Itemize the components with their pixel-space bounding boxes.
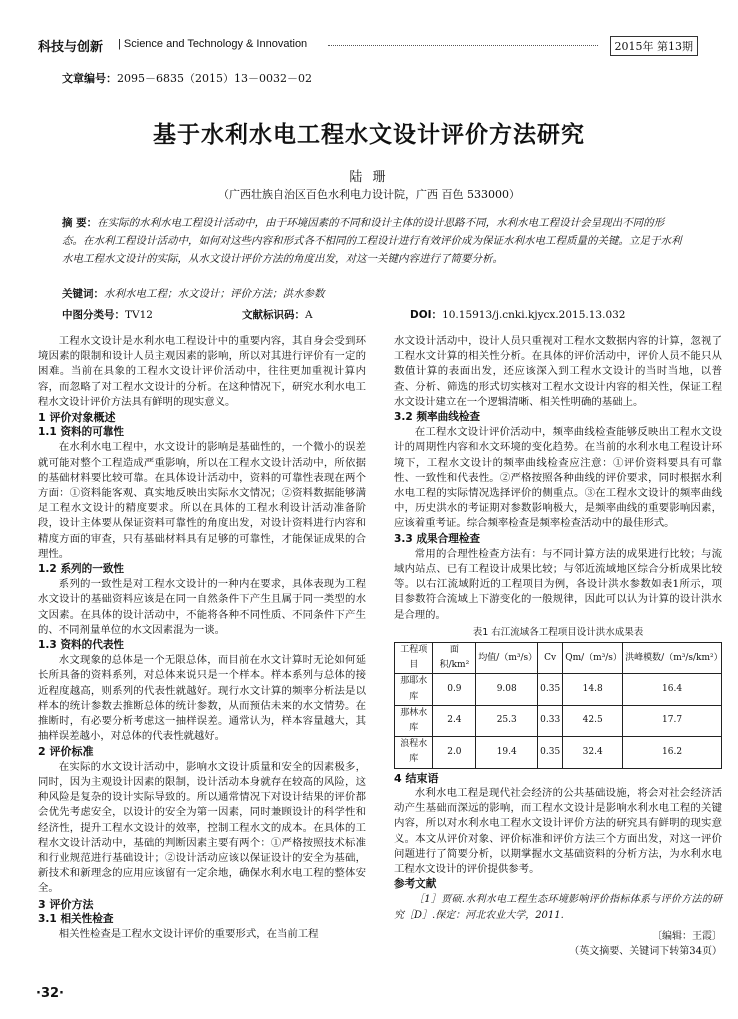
table-cell: 9.08 [476,674,538,705]
keywords-label: 关键词： [62,288,104,300]
table-cell: 16.4 [623,674,722,705]
subsection-heading: 1.1 资料的可靠性 [38,426,125,439]
page-number: ·32· [36,986,64,1001]
table-cell: 32.4 [563,737,623,768]
clc-code [62,307,153,322]
issue-badge: 2015年 第13期 [610,36,699,56]
table-cell: 0.33 [538,705,563,736]
section-heading: 2 评价标准 [38,745,94,759]
section-heading: 3 评价方法 [38,897,94,911]
paragraph: 水利水电工程是现代社会经济的公共基础设施，将会对社会经济活动产生基础而深远的影响，而工程水文设计是影响水利水电工程的关键内容，所以对水利水电工程水文设计评价方法的研究具有鲜明的现实意义。本文从评价对象、评价标准和评价方法三个方面出发，对这一评价问题进行了简要分析，以期掌握水文基础资料的分析方法，为水利水电工程水文设计的评价提供参考。 [394,786,722,875]
table-cell: 0.9 [433,674,476,705]
table-cell: 那林水库 [395,705,433,736]
table-cell: 0.35 [538,674,563,705]
paragraph: 常用的合理性检查方法有：与不同计算方法的成果进行比较；与流域内站点、已有工程设计成果比较；与邻近流域地区综合分析成果比较等。以右江流域附近的工程项目为例，各设计洪水参数如表1所示，项目参数符合流域上下游变化的一般规律，因此可以认为计算的设计洪水是合理的。 [394,547,722,621]
table-cell: 0.35 [538,737,563,768]
keywords-text: 水利水电工程；水文设计；评价方法；洪水参数 [104,288,325,300]
table-cell: 那耶水库 [395,674,433,705]
editor-note: 〔编辑：王霞〕 [652,930,722,942]
paper-title: 基于水利水电工程水文设计评价方法研究 [153,122,585,148]
paragraph: 水文设计活动中，设计人员只重视对工程水文数据内容的计算，忽视了工程水文计算的相关性分析。在具体的评价活动中，评价人员不能只从数值计算的表面出发，还应该深入到工程水文设计的当时当地，以普查、分析、筛选的形式切实核对工程水文设计内容的相关性，保证工程水文设计建立在一个逻辑清晰、相关性明确的基础上。 [394,335,722,408]
table-cell: 17.7 [623,705,722,736]
doc-code [242,307,313,322]
table-cell: 16.2 [623,737,722,768]
paragraph: 相关性检查是工程水文设计评价的重要形式，在当前工程 [58,927,319,940]
article-number-value: 2095－6835（2015）13－0032－02 [117,72,312,85]
article-number-label: 文章编号： [62,72,117,85]
table-caption: 表1 右江流域各工程项目设计洪水成果表 [472,626,644,638]
right-column [394,334,722,959]
doi [410,307,625,322]
subsection-heading: 3.1 相关性检查 [38,912,114,925]
section-heading: 1 评价对象概述 [38,411,116,425]
paragraph: 系列的一致性是对工程水文设计的一种内在要求，具体表现为工程水文设计的基础资料应该是在同一自然条件下产生且属于同一类型的水文因素。在具体的设计活动中，不能将各种不同性质、不同条件下产生的、不同剂量单位的水文因素混为一谈。 [38,578,366,636]
table-header-cell: 工程项目 [395,643,433,674]
journal-name: 科技与创新 [38,40,104,55]
table-cell: 2.4 [433,705,476,736]
section-heading: 4 结束语 [394,771,439,785]
table-header-cell: 均值/（m³/s） [476,643,538,674]
subsection-heading: 3.2 频率曲线检查 [394,411,481,424]
subsection-heading: 3.3 成果合理检查 [394,532,481,545]
author: 陆 珊 [349,170,389,185]
running-header [38,36,698,56]
subsection-heading: 1.2 系列的一致性 [38,563,125,576]
table-header-cell: Cv [538,643,563,674]
keywords [62,286,325,301]
intro-paragraph: 工程水文设计是水利水电工程设计中的重要内容，其自身会受到环境因素的限制和设计人员主观因素的影响，所以对其进行评价有一定的困难。当前在具象的工程水文设计评价活动中，往往更加重视计算内容，而忽略了对工程水文设计的分析。在这种情况下，研究水利水电工程水文设计评价方法具有鲜明的现实意义。 [38,335,366,408]
continuation-note: （英文摘要、关键词下转第34页） [569,945,722,957]
table-cell: 25.3 [476,705,538,736]
doi-label: DOI： [410,309,443,321]
table-row [395,737,722,768]
doc-label: 文献标识码： [242,309,305,321]
affiliation: （广西壮族自治区百色水利电力设计院，广西 百色 533000） [218,188,520,201]
references-heading: 参考文献 [394,878,437,891]
table-header-cell: 面积/km² [433,643,476,674]
abstract-label: 摘 要： [62,217,98,229]
abstract-text: 在实际的水利水电工程设计活动中，由于环境因素的不同和设计主体的设计思路不同，水利水电工程设计会呈现出不同的形态。在水利工程设计活动中，如何对这些内容和形式各不相同的工程设计进行有效评价成为保证水利水电工程质量的关键。立足于水利水电工程水文设计的实际，从水文设计评价方法的角度出发，对这一关键内容进行了简要分析。 [62,217,682,265]
table-row [395,674,722,705]
table-cell: 14.8 [563,674,623,705]
abstract [62,214,682,268]
table-header-row [395,643,722,674]
table-cell: 42.5 [563,705,623,736]
paragraph: 水文现象的总体是一个无限总体，而目前在水文计算时无论如何延长所具备的资料系列，对总体来说只是一个样本。样本系列与总体的接近程度越高，则系列的代表性就越好。现行水文计算的频率分析法是以样本的统计参数去推断总体的统计参数，从而预估未来的水文情势。在推断时，有必要分析考虑这一抽样误差。通常认为，样本容量越大，其抽样误差越小，对总体的代表性就越好。 [38,654,366,743]
journal-subtitle: | Science and Technology & Innovation [118,38,308,50]
left-column [38,334,366,942]
article-number [62,70,312,86]
clc-label: 中图分类号： [62,309,125,321]
subsection-heading: 1.3 资料的代表性 [38,639,125,652]
header-divider [328,45,598,46]
paragraph: 在实际的水文设计活动中，影响水文设计质量和安全的因素极多，同时，因为主观设计因素的限制，设计活动本身就存在较高的风险，这种风险是复杂的设计实际导致的。所以通常情况下对设计结果的评价都会优先考虑安全，以设计的安全为第一因素，同时兼顾设计的科学性和经济性，提升工程水文设计的效率，控制工程水文的成本。在具体的工程水文设计活动中，基础的判断因素主要有两个：①严格按照技术标准和行业规范进行基础设计；②设计活动应该以保证设计的安全为基础，新技术和新理念的应用应该留有一定余地，确保水利水电工程的整体安全。 [38,760,366,895]
flood-results-table [394,642,722,769]
paragraph: 在工程水文设计评价活动中，频率曲线检查能够反映出工程水文设计的周期性内容和水文环境的变化趋势。在当前的水利水电工程设计环境下，工程水文设计的频率曲线检查应注意：①评价资料要具有可靠性、一致性和代表性。②严格按照各种曲线的评价要求，同时根据水利水电工程的实际情况选择评价的侧重点。③在工程水文设计的频率曲线中，历史洪水的考证期对参数影响极大，是频率曲线的重要影响因素，应该着重考证。综合频率检查是频率检查活动中的最佳形式。 [394,426,722,530]
doc-value: A [305,309,313,321]
table-cell: 19.4 [476,737,538,768]
doi-value: 10.15913/j.cnki.kjycx.2015.13.032 [442,309,626,321]
clc-value: TV12 [125,309,153,321]
table-row [395,705,722,736]
table-cell: 浪程水库 [395,737,433,768]
table-cell: 2.0 [433,737,476,768]
reference-item: ［1］贾硕.水利水电工程生态环境影响评价指标体系与评价方法的研究［D］.保定：河北农业大学，2011. [394,894,722,921]
table-header-cell: Qm/（m³/s） [563,643,623,674]
table-header-cell: 洪峰模数/（m³/s/km²） [623,643,722,674]
paragraph: 在水利水电工程中，水文设计的影响是基础性的，一个微小的误差就可能对整个工程造成严重影响，所以在工程水文设计活动中，所依据的基础材料要比较可靠。在具体设计活动中，资料的可靠性表现在两个方面：①资料能客观、真实地反映出实际水文情况；②资料数据能够满足工程水文设计的精度要求。所以在具体的工程水利设计活动准备阶段，设计主体要从保证资料可靠性的角度出发，对设计资料进行内容和精度方面的审查，只有基础材料具有足够的可靠性，才能保证成果的合理性。 [38,441,366,560]
